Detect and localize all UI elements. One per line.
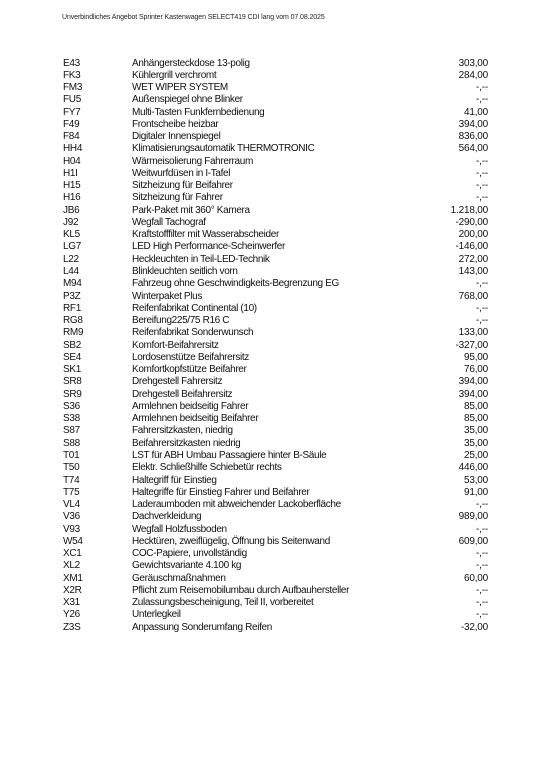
option-description: Haltegriff für Einstieg — [132, 474, 217, 486]
option-price: -,-- — [476, 278, 488, 290]
option-price: 76,00 — [463, 364, 488, 376]
option-price: 143,00 — [458, 266, 488, 278]
option-row — [0, 450, 542, 462]
option-code: SK1 — [63, 364, 82, 376]
option-price: -290,00 — [455, 216, 488, 228]
option-row — [0, 462, 542, 474]
option-description: Armlehnen beidseitig Fahrer — [132, 400, 249, 412]
option-row — [0, 229, 542, 241]
option-description: Sitzheizung für Beifahrer — [132, 180, 233, 192]
option-description: Wegfall Holzfussboden — [132, 523, 227, 535]
option-price: -32,00 — [460, 621, 488, 633]
option-row — [0, 131, 542, 143]
option-description: Reifenfabrikat Continental (10) — [132, 302, 257, 314]
option-code: F84 — [63, 131, 80, 143]
option-row — [0, 364, 542, 376]
option-price: 394,00 — [458, 376, 488, 388]
option-row — [0, 278, 542, 290]
option-row — [0, 327, 542, 339]
option-price: 200,00 — [458, 229, 488, 241]
option-price: 85,00 — [463, 400, 488, 412]
option-description: Beifahrersitzkasten niedrig — [132, 437, 241, 449]
option-code: S87 — [63, 425, 80, 437]
option-description: Komfortkopfstütze Beifahrer — [132, 364, 247, 376]
option-description: LED High Performance-Scheinwerfer — [132, 241, 285, 253]
option-description: Gewichtsvariante 4.100 kg — [132, 560, 242, 572]
option-description: Laderaumboden mit abweichender Lackoberfläche — [132, 499, 341, 511]
option-code: SR8 — [63, 376, 82, 388]
option-code: XC1 — [63, 548, 82, 560]
option-description: Drehgestell Fahrersitz — [132, 376, 223, 388]
option-price: 836,00 — [458, 131, 488, 143]
option-code: FU5 — [63, 94, 81, 106]
option-code: RF1 — [63, 302, 81, 314]
option-row — [0, 438, 542, 450]
option-code: HH4 — [63, 143, 83, 155]
option-row — [0, 266, 542, 278]
option-code: H15 — [63, 180, 81, 192]
option-description: LST für ABH Umbau Passagiere hinter B-Säule — [132, 450, 327, 461]
option-row — [0, 524, 542, 536]
option-description: WET WIPER SYSTEM — [132, 82, 228, 94]
option-code: P3Z — [63, 290, 81, 302]
option-code: H04 — [63, 155, 81, 167]
option-row — [0, 536, 542, 548]
option-description: Heckleuchten in Teil-LED-Technik — [132, 253, 270, 265]
option-description: Digitaler Innenspiegel — [132, 131, 221, 143]
option-description: Winterpaket Plus — [132, 290, 202, 302]
option-price: 564,00 — [458, 143, 488, 155]
option-description: Pflicht zum Reisemobilumbau durch Aufbauhersteller — [132, 584, 350, 596]
option-row — [0, 217, 542, 229]
option-price: 35,00 — [463, 425, 488, 437]
option-row — [0, 180, 542, 192]
option-code: FK3 — [63, 69, 81, 81]
option-row — [0, 168, 542, 180]
option-description: Kraftstofffilter mit Wasserabscheider — [132, 229, 279, 241]
option-row — [0, 94, 542, 106]
option-description: Drehgestell Beifahrersitz — [132, 388, 233, 400]
option-row — [0, 352, 542, 364]
option-price: 1.218,00 — [450, 204, 488, 216]
option-description: Bereifung225/75 R16 C — [132, 315, 230, 327]
option-code: J92 — [63, 216, 79, 228]
option-description: Geräuschmaßnahmen — [132, 572, 226, 584]
option-price: 303,00 — [458, 57, 488, 69]
option-row — [0, 70, 542, 82]
option-row — [0, 205, 542, 217]
option-code: T01 — [63, 450, 80, 461]
option-description: Wärmeisolierung Fahrerraum — [132, 155, 253, 167]
option-description: Lordosenstütze Beifahrersitz — [132, 351, 249, 363]
option-code: T75 — [63, 486, 80, 498]
option-price: -,-- — [476, 167, 488, 179]
option-code: RG8 — [63, 315, 83, 327]
option-row — [0, 143, 542, 155]
option-row — [0, 119, 542, 131]
option-price: 85,00 — [463, 413, 488, 425]
option-code: T74 — [63, 474, 80, 486]
option-row — [0, 499, 542, 511]
option-row — [0, 609, 542, 621]
option-price: 95,00 — [463, 351, 488, 363]
option-code: M94 — [63, 278, 82, 290]
option-row — [0, 585, 542, 597]
option-description: Wegfall Tachograf — [132, 216, 206, 228]
option-code: T50 — [63, 462, 80, 474]
option-code: S36 — [63, 400, 80, 412]
option-description: Dachverkleidung — [132, 511, 202, 523]
option-row — [0, 511, 542, 523]
option-description: Klimatisierungsautomatik THERMOTRONIC — [132, 143, 315, 155]
option-price: 133,00 — [458, 327, 488, 339]
option-price: 53,00 — [463, 474, 488, 486]
option-price: 989,00 — [458, 511, 488, 523]
option-row — [0, 82, 542, 94]
option-row — [0, 425, 542, 437]
option-row — [0, 254, 542, 266]
option-description: Außenspiegel ohne Blinker — [132, 94, 243, 106]
option-row — [0, 389, 542, 401]
option-code: RM9 — [63, 327, 84, 339]
option-description: Anpassung Sonderumfang Reifen — [132, 621, 272, 633]
option-row — [0, 413, 542, 425]
option-price: -,-- — [476, 180, 488, 192]
option-code: F49 — [63, 118, 80, 130]
option-price: -,-- — [476, 609, 488, 621]
option-code: V36 — [63, 511, 80, 523]
option-code: FM3 — [63, 82, 83, 94]
option-description: Park-Paket mit 360° Kamera — [132, 204, 250, 216]
option-code: XL2 — [63, 560, 80, 572]
option-row — [0, 573, 542, 585]
option-price: -,-- — [476, 499, 488, 511]
option-code: H16 — [63, 192, 81, 204]
option-code: Z3S — [63, 621, 81, 633]
option-price: -,-- — [476, 315, 488, 327]
option-row — [0, 107, 542, 119]
option-price: -146,00 — [455, 241, 488, 253]
option-code: JB6 — [63, 204, 80, 216]
option-row — [0, 58, 542, 70]
option-description: Haltegriffe für Einstieg Fahrer und Beifahrer — [132, 486, 310, 498]
option-price: 91,00 — [463, 486, 488, 498]
option-description: Weitwurfdüsen in I-Tafel — [132, 167, 231, 179]
option-description: Fahrzeug ohne Geschwindigkeits-Begrenzung EG — [132, 278, 339, 290]
option-code: SE4 — [63, 351, 82, 363]
option-price: 446,00 — [458, 462, 488, 474]
option-row — [0, 376, 542, 388]
option-code: W54 — [63, 535, 83, 547]
option-price: -,-- — [476, 302, 488, 314]
option-row — [0, 241, 542, 253]
option-description: Zulassungsbescheinigung, Teil II, vorbereitet — [132, 597, 314, 609]
option-price: -,-- — [476, 597, 488, 609]
option-description: Kühlergrill verchromt — [132, 69, 217, 81]
option-description: COC-Papiere, unvollständig — [132, 548, 247, 560]
option-code: L22 — [63, 253, 79, 265]
option-description: Elektr. Schließhilfe Schiebetür rechts — [132, 462, 282, 474]
option-code: S88 — [63, 437, 80, 449]
option-row — [0, 401, 542, 413]
option-row — [0, 340, 542, 352]
option-code: KL5 — [63, 229, 80, 241]
option-description: Frontscheibe heizbar — [132, 118, 219, 130]
option-code: VL4 — [63, 499, 80, 511]
option-code: X2R — [63, 584, 82, 596]
option-code: E43 — [63, 57, 80, 69]
option-code: SB2 — [63, 339, 82, 351]
option-price: -,-- — [476, 560, 488, 572]
option-price: 272,00 — [458, 253, 488, 265]
option-row — [0, 560, 542, 572]
option-row — [0, 291, 542, 303]
option-code: FY7 — [63, 106, 81, 118]
option-row — [0, 156, 542, 168]
option-row — [0, 315, 542, 327]
option-description: Blinkleuchten seitlich vorn — [132, 266, 238, 278]
option-code: XM1 — [63, 572, 83, 584]
option-row — [0, 622, 542, 634]
option-price: 41,00 — [463, 106, 488, 118]
option-price: 284,00 — [458, 69, 488, 81]
option-row — [0, 487, 542, 499]
option-price: 394,00 — [458, 118, 488, 130]
option-description: Unterlegkeil — [132, 609, 181, 621]
option-price: -,-- — [476, 155, 488, 167]
option-code: X31 — [63, 597, 80, 609]
option-row — [0, 597, 542, 609]
option-price: -,-- — [476, 192, 488, 204]
option-price: 35,00 — [463, 437, 488, 449]
option-price: 768,00 — [458, 290, 488, 302]
option-price: -,-- — [476, 94, 488, 106]
option-code: Y26 — [63, 609, 80, 621]
option-description: Armlehnen beidseitig Beifahrer — [132, 413, 259, 425]
option-code: L44 — [63, 266, 79, 278]
option-row — [0, 548, 542, 560]
option-row — [0, 192, 542, 204]
option-price: 60,00 — [463, 572, 488, 584]
option-price: -,-- — [476, 584, 488, 596]
option-row — [0, 475, 542, 487]
option-description: Reifenfabrikat Sonderwunsch — [132, 327, 254, 339]
option-price: 394,00 — [458, 388, 488, 400]
page-header: Unverbindliches Angebot Sprinter Kastenwagen SELECT419 CDI lang vom 07.08.2025 — [62, 14, 325, 21]
option-description: Sitzheizung für Fahrer — [132, 192, 223, 204]
option-price: 25,00 — [463, 450, 488, 461]
option-description: Fahrersitzkasten, niedrig — [132, 425, 233, 437]
option-row — [0, 303, 542, 315]
option-price: -,-- — [476, 82, 488, 94]
option-code: SR9 — [63, 388, 82, 400]
option-code: LG7 — [63, 241, 82, 253]
option-code: S38 — [63, 413, 80, 425]
option-price: 609,00 — [458, 535, 488, 547]
option-description: Komfort-Beifahrersitz — [132, 339, 219, 351]
option-price: -327,00 — [455, 339, 488, 351]
option-description: Anhängersteckdose 13-polig — [132, 57, 250, 69]
option-code: V93 — [63, 523, 80, 535]
option-description: Multi-Tasten Funkfernbedienung — [132, 106, 265, 118]
option-price: -,-- — [476, 523, 488, 535]
option-code: H1I — [63, 167, 78, 179]
option-description: Hecktüren, zweiflügelig, Öffnung bis Seitenwand — [132, 535, 330, 547]
option-price: -,-- — [476, 548, 488, 560]
option-list — [0, 58, 542, 634]
